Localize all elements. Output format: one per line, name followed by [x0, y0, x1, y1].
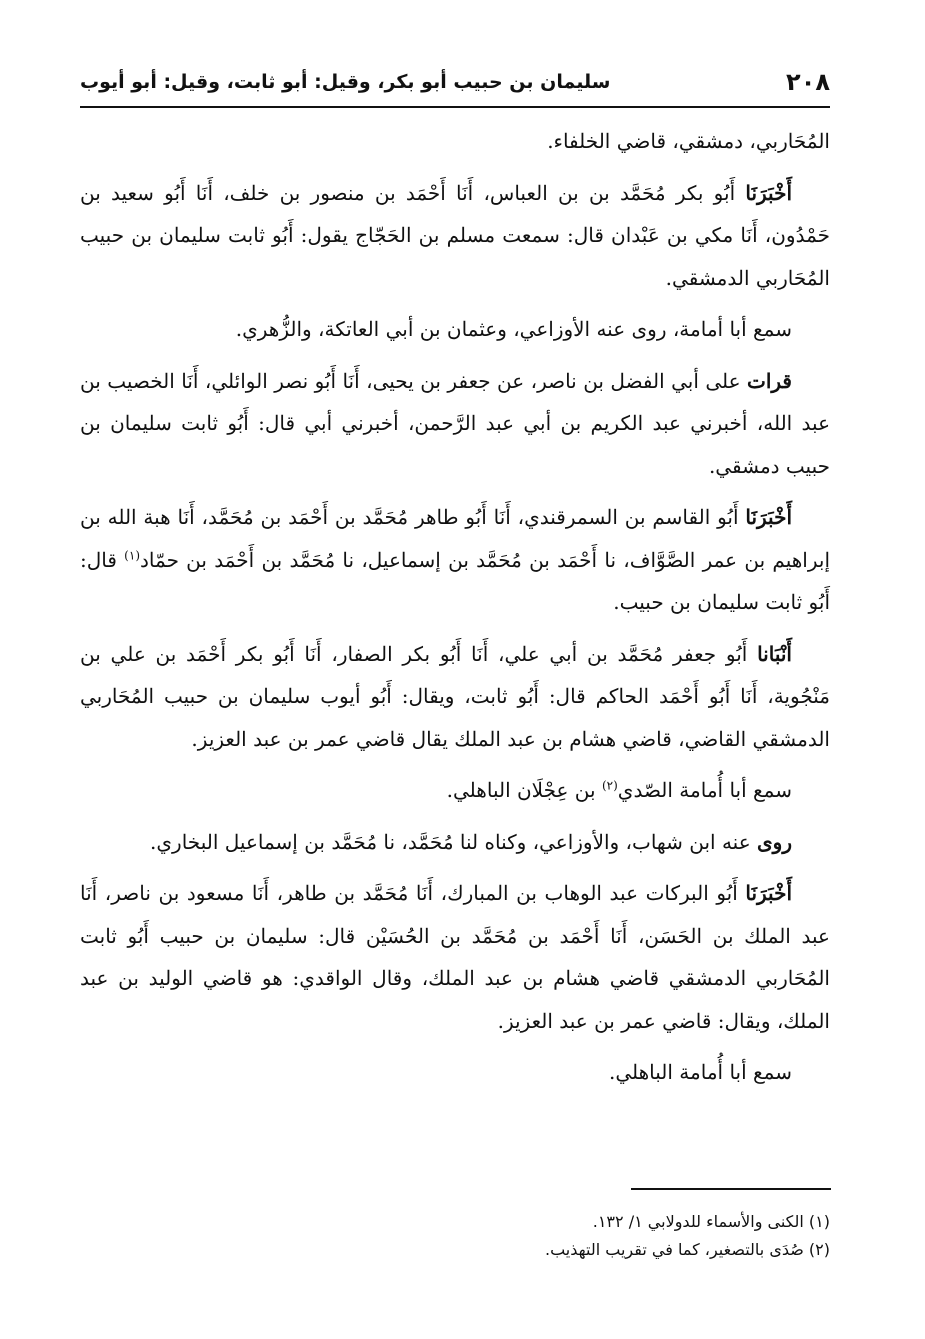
page-header — [80, 58, 830, 108]
paragraph-text: أَبُو القاسم بن السمرقندي، أَنَا أَبُو طاهر مُحَمَّد بن أَحْمَد بن مُحَمَّد، أَنَا هبة الله بن إبراهيم بن عمر الصَّوَّاف، نا أَحْمَد بن مُحَمَّد بن إسماعيل، نا مُحَمَّد بن أَحْمَد بن حمّاد — [80, 505, 830, 572]
paragraph-lead: أَخْبَرَنَا — [745, 881, 792, 905]
paragraph-lead: روى — [757, 829, 792, 854]
paragraph-7 — [80, 769, 830, 812]
body-text — [80, 120, 830, 1103]
paragraph-lead: أَخْبَرَنَا — [745, 505, 792, 529]
paragraph-text: أَبُو جعفر مُحَمَّد بن أبي علي، أَنَا أَبُو بكر الصفار، أَنَا أَبُو بكر أَحْمَد بن علي بن مَنْجُوية، أَنَا أَبُو أَحْمَد الحاكم قال: أَبُو ثابت، ويقال: أَبُو أيوب سليمان بن حبيب المُحَاربي الدمشقي القاضي، قاضي هشام بن عبد الملك يقال قاضي عمر بن عبد العزيز. — [80, 641, 830, 751]
paragraph-text: أَبُو البركات عبد الوهاب بن المبارك، أَنَا مُحَمَّد بن طاهر، أَنَا مسعود بن ناصر، أَنَا عبد الملك بن الحَسَن، أَنَا أَحْمَد بن مُحَمَّد بن الحُسَيْن قال: سليمان بن حبيب أَبُو ثابت المُحَاربي الدمشقي قاضي هشام بن عبد الملك، وقال الواقدي: هو قاضي الوليد بن عبد الملك، ويقال: قاضي عمر بن عبد العزيز. — [80, 881, 830, 1033]
paragraph-2 — [80, 172, 830, 300]
footnotes — [80, 1208, 830, 1264]
paragraph-10 — [80, 1051, 830, 1094]
page-number: ٢٠٨ — [786, 68, 830, 96]
paragraph-text: المُحَاربي، دمشقي، قاضي الخلفاء. — [547, 129, 830, 153]
footnote-2: (٢) صُدَى بالتصغير، كما في تقريب التهذيب. — [545, 1240, 830, 1259]
paragraph-lead: أَنْبَانا — [757, 641, 792, 666]
footnote-divider — [631, 1188, 831, 1190]
paragraph-3 — [80, 308, 830, 351]
paragraph-tail: قال: أَبُو ثابت سليمان بن حبيب. — [80, 547, 830, 614]
paragraph-tail: بن عِجْلَان الباهلي. — [446, 778, 602, 802]
paragraph-6 — [80, 633, 830, 761]
paragraph-lead: أَخْبَرَنَا — [745, 180, 792, 205]
paragraph-8 — [80, 821, 830, 864]
paragraph-text: سمع أبا أمامة، روى عنه الأوزاعي، وعثمان بن أبي العاتكة، والزُّهري. — [235, 317, 792, 341]
paragraph-9 — [80, 872, 830, 1042]
footnote-1: (١) الكنى والأسماء للدولابي ١/ ١٣٢. — [592, 1212, 830, 1231]
paragraph-text: سمع أبا أُمامة الصّدي — [617, 778, 792, 802]
paragraph-1 — [80, 120, 830, 163]
paragraph-text: سمع أبا أُمامة الباهلي. — [608, 1060, 792, 1084]
running-head: سليمان بن حبيب أبو بكر، وقيل: أبو ثابت، وقيل: أبو أيوب — [80, 71, 611, 93]
paragraph-text: على أبي الفضل بن ناصر، عن جعفر بن يحيى، أَنَا أَبُو نصر الوائلي، أَنَا الخصيب بن عبد الله، أخبرني عبد الكريم بن أبي عبد الرَّحمن، أخبرني أبي قال: أَبُو ثابت سليمان بن حبيب دمشقي. — [80, 368, 830, 478]
paragraph-4 — [80, 360, 830, 488]
footnote-ref-1[interactable]: (١) — [124, 547, 140, 562]
paragraph-text: عنه ابن شهاب، والأوزاعي، وكناه لنا مُحَمَّد، نا مُحَمَّد بن إسماعيل البخاري. — [150, 829, 758, 854]
paragraph-5 — [80, 496, 830, 624]
paragraph-lead: قرات — [747, 368, 792, 393]
paragraph-text: أَبُو بكر مُحَمَّد بن بن العباس، أَنَا أَحْمَد بن منصور بن خلف، أَنَا أَبُو سعيد بن حَمْدُون، أَنَا مكي بن عَبْدان قال: سمعت مسلم بن الحَجّاج يقول: أَبُو ثابت سليمان بن حبيب المُحَاربي الدمشقي. — [80, 180, 830, 290]
footnote-ref-2[interactable]: (٢) — [601, 778, 618, 793]
